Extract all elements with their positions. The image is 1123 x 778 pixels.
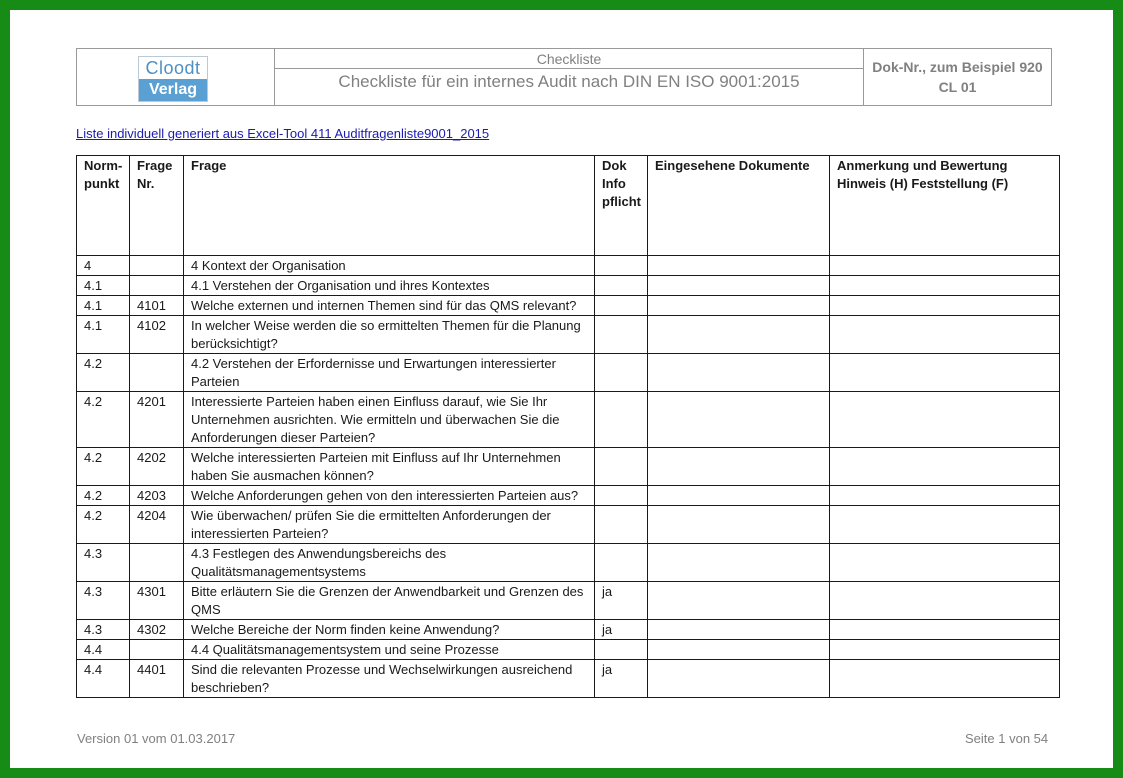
cell-frage: Bitte erläutern Sie die Grenzen der Anwendbarkeit und Grenzen des QMS bbox=[184, 582, 595, 620]
cell-frage-nr: 4202 bbox=[130, 448, 184, 486]
source-link[interactable]: Liste individuell generiert aus Excel-Tool 411 Auditfragenliste9001_2015 bbox=[76, 126, 490, 141]
cell-frage: 4 Kontext der Organisation bbox=[184, 256, 595, 276]
cell-normpunkt: 4.1 bbox=[77, 316, 130, 354]
cell-frage-nr bbox=[130, 544, 184, 582]
document-page bbox=[10, 10, 1113, 768]
table-row bbox=[77, 544, 1060, 582]
doc-number-line1: Dok-Nr., zum Beispiel 920 bbox=[872, 59, 1043, 75]
table-row bbox=[77, 392, 1060, 448]
cell-anmerkung bbox=[830, 448, 1060, 486]
table-row bbox=[77, 486, 1060, 506]
cell-dokumente bbox=[648, 256, 830, 276]
logo-text-top: Cloodt bbox=[145, 58, 201, 78]
cell-frage: Welche externen und internen Themen sind für das QMS relevant? bbox=[184, 296, 595, 316]
cell-normpunkt: 4.3 bbox=[77, 544, 130, 582]
cell-frage-nr: 4301 bbox=[130, 582, 184, 620]
cell-frage-nr bbox=[130, 354, 184, 392]
cell-dokumente bbox=[648, 620, 830, 640]
cell-dok-info bbox=[595, 640, 648, 660]
cell-frage-nr: 4102 bbox=[130, 316, 184, 354]
cell-normpunkt: 4.2 bbox=[77, 392, 130, 448]
cell-normpunkt: 4.4 bbox=[77, 640, 130, 660]
cell-dokumente bbox=[648, 276, 830, 296]
cell-frage-nr: 4101 bbox=[130, 296, 184, 316]
document-header bbox=[76, 48, 1052, 106]
col-header-dok-info-pflicht: Dok Info pflicht bbox=[595, 156, 648, 256]
doc-number-cell bbox=[864, 49, 1051, 105]
cell-anmerkung bbox=[830, 316, 1060, 354]
cell-dok-info bbox=[595, 256, 648, 276]
table-row bbox=[77, 354, 1060, 392]
cell-dokumente bbox=[648, 486, 830, 506]
cell-normpunkt: 4 bbox=[77, 256, 130, 276]
cell-frage: Interessierte Parteien haben einen Einfluss darauf, wie Sie Ihr Unternehmen ausrichten. Wie ermitteln und überwachen Sie die Anforderungen dieser Parteien? bbox=[184, 392, 595, 448]
cell-frage: Welche Anforderungen gehen von den interessierten Parteien aus? bbox=[184, 486, 595, 506]
cell-frage-nr: 4401 bbox=[130, 660, 184, 698]
cell-anmerkung bbox=[830, 660, 1060, 698]
document-title: Checkliste für ein internes Audit nach DIN EN ISO 9001:2015 bbox=[338, 72, 800, 91]
cell-frage: Wie überwachen/ prüfen Sie die ermittelten Anforderungen der interessierten Parteien? bbox=[184, 506, 595, 544]
cell-dokumente bbox=[648, 448, 830, 486]
cell-normpunkt: 4.4 bbox=[77, 660, 130, 698]
cell-anmerkung bbox=[830, 392, 1060, 448]
cell-normpunkt: 4.1 bbox=[77, 296, 130, 316]
cell-dok-info bbox=[595, 296, 648, 316]
cell-dokumente bbox=[648, 354, 830, 392]
cell-anmerkung bbox=[830, 506, 1060, 544]
cell-frage: 4.1 Verstehen der Organisation und ihres Kontextes bbox=[184, 276, 595, 296]
cell-dok-info bbox=[595, 354, 648, 392]
cell-normpunkt: 4.2 bbox=[77, 448, 130, 486]
cell-anmerkung bbox=[830, 296, 1060, 316]
table-row bbox=[77, 448, 1060, 486]
cell-dokumente bbox=[648, 316, 830, 354]
logo-text-bottom: Verlag bbox=[139, 79, 207, 101]
table-row bbox=[77, 316, 1060, 354]
cell-frage: Welche interessierten Parteien mit Einfluss auf Ihr Unternehmen haben Sie ausmachen können? bbox=[184, 448, 595, 486]
cell-anmerkung bbox=[830, 354, 1060, 392]
doc-number-line2: CL 01 bbox=[938, 79, 977, 95]
footer-page-number: Seite 1 von 54 bbox=[965, 731, 1049, 746]
cell-anmerkung bbox=[830, 486, 1060, 506]
cell-dok-info: ja bbox=[595, 582, 648, 620]
cell-normpunkt: 4.2 bbox=[77, 506, 130, 544]
col-header-eingesehene-dokumente: Eingesehene Dokumente bbox=[648, 156, 830, 256]
table-row bbox=[77, 660, 1060, 698]
cell-dok-info bbox=[595, 316, 648, 354]
table-row bbox=[77, 276, 1060, 296]
cell-anmerkung bbox=[830, 620, 1060, 640]
cell-frage-nr bbox=[130, 276, 184, 296]
table-header-row bbox=[77, 156, 1060, 256]
cell-dokumente bbox=[648, 392, 830, 448]
cell-frage: Sind die relevanten Prozesse und Wechselwirkungen ausreichend beschrieben? bbox=[184, 660, 595, 698]
cell-dok-info: ja bbox=[595, 660, 648, 698]
document-subtitle: Checkliste bbox=[275, 49, 863, 69]
cell-dok-info bbox=[595, 544, 648, 582]
cell-frage-nr: 4203 bbox=[130, 486, 184, 506]
col-header-frage: Frage bbox=[184, 156, 595, 256]
cell-dokumente bbox=[648, 506, 830, 544]
audit-checklist-table bbox=[76, 155, 1060, 698]
cell-normpunkt: 4.2 bbox=[77, 354, 130, 392]
cell-frage: 4.2 Verstehen der Erfordernisse und Erwartungen interessierter Parteien bbox=[184, 354, 595, 392]
cell-normpunkt: 4.1 bbox=[77, 276, 130, 296]
cell-dokumente bbox=[648, 544, 830, 582]
cell-dok-info bbox=[595, 392, 648, 448]
cell-frage-nr: 4204 bbox=[130, 506, 184, 544]
cell-dok-info bbox=[595, 506, 648, 544]
table-row bbox=[77, 620, 1060, 640]
table-row bbox=[77, 506, 1060, 544]
cell-dokumente bbox=[648, 660, 830, 698]
cell-anmerkung bbox=[830, 640, 1060, 660]
table-row bbox=[77, 582, 1060, 620]
cell-dokumente bbox=[648, 582, 830, 620]
cell-frage: 4.4 Qualitätsmanagementsystem und seine Prozesse bbox=[184, 640, 595, 660]
col-header-anmerkung: Anmerkung und Bewertung Hinweis (H) Feststellung (F) bbox=[830, 156, 1060, 256]
cell-frage: 4.3 Festlegen des Anwendungsbereichs des Qualitätsmanagementsystems bbox=[184, 544, 595, 582]
cell-dokumente bbox=[648, 640, 830, 660]
cell-anmerkung bbox=[830, 582, 1060, 620]
cell-dokumente bbox=[648, 296, 830, 316]
cell-normpunkt: 4.3 bbox=[77, 620, 130, 640]
cell-frage-nr bbox=[130, 256, 184, 276]
col-header-frage-nr: Frage Nr. bbox=[130, 156, 184, 256]
cell-anmerkung bbox=[830, 256, 1060, 276]
cell-normpunkt: 4.3 bbox=[77, 582, 130, 620]
table-row bbox=[77, 640, 1060, 660]
cell-dok-info bbox=[595, 486, 648, 506]
cell-dok-info bbox=[595, 448, 648, 486]
cell-frage: In welcher Weise werden die so ermittelten Themen für die Planung berücksichtigt? bbox=[184, 316, 595, 354]
title-cell bbox=[275, 49, 864, 105]
publisher-logo bbox=[138, 56, 208, 102]
cell-frage-nr: 4302 bbox=[130, 620, 184, 640]
footer-version: Version 01 vom 01.03.2017 bbox=[77, 731, 236, 746]
cell-frage-nr: 4201 bbox=[130, 392, 184, 448]
cell-anmerkung bbox=[830, 544, 1060, 582]
cell-normpunkt: 4.2 bbox=[77, 486, 130, 506]
table-row bbox=[77, 296, 1060, 316]
col-header-normpunkt: Norm-punkt bbox=[77, 156, 130, 256]
logo-cell bbox=[77, 49, 275, 105]
cell-frage-nr bbox=[130, 640, 184, 660]
cell-dok-info bbox=[595, 276, 648, 296]
cell-dok-info: ja bbox=[595, 620, 648, 640]
table-row bbox=[77, 256, 1060, 276]
cell-anmerkung bbox=[830, 276, 1060, 296]
cell-frage: Welche Bereiche der Norm finden keine Anwendung? bbox=[184, 620, 595, 640]
